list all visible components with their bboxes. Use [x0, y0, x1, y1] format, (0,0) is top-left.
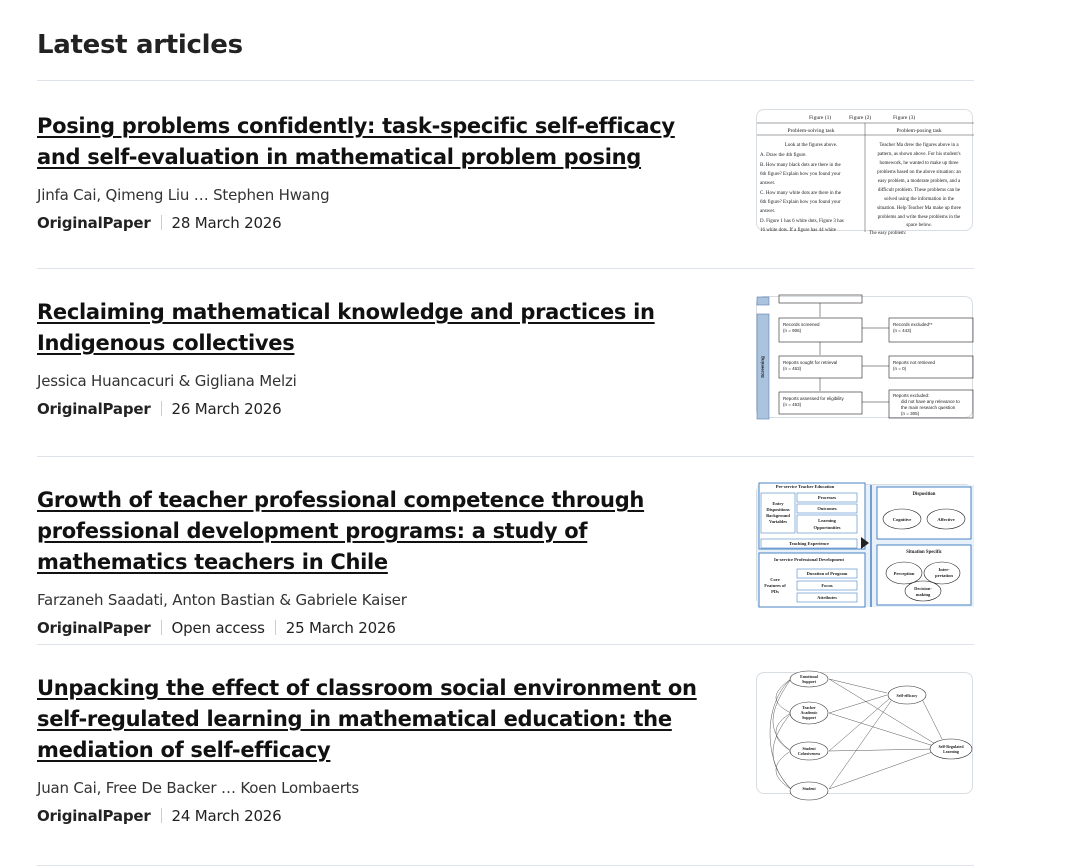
- thumb-label: Screening: [760, 356, 765, 378]
- article-thumbnail[interactable]: [756, 484, 973, 606]
- thumb-label: Situation Specific: [906, 550, 942, 555]
- thumb-label: problems and write these problems in the: [877, 215, 961, 220]
- meta-divider: [161, 808, 162, 823]
- thumb-label: the main research question: [901, 405, 956, 410]
- thumb-label: Records excluded**: [893, 322, 933, 327]
- thumb-label: making: [915, 592, 931, 597]
- thumb-label: A. Draw the 4th figure.: [760, 153, 807, 158]
- open-access-label: Open access: [171, 619, 265, 637]
- thumb-label: (n = 305): [901, 411, 920, 416]
- article-thumbnail[interactable]: [756, 672, 973, 794]
- thumb-label: Teaching Experience: [789, 541, 829, 546]
- article-date: 26 March 2026: [171, 400, 282, 418]
- thumb-label: Pre-service Teacher Education: [775, 484, 835, 489]
- article-authors: Farzaneh Saadati, Anton Bastian & Gabriele Kaiser: [37, 591, 407, 609]
- thumb-label: The easy problem:: [869, 231, 907, 236]
- thumb-label: Entry: [772, 501, 784, 506]
- thumb-label: Learning: [818, 518, 836, 523]
- meta-divider: [161, 401, 162, 416]
- article-type: OriginalPaper: [37, 400, 151, 418]
- thumb-label: homework, he wanted to make up three: [879, 161, 959, 166]
- article-title-link[interactable]: Growth of teacher professional competence through professional development programs: a study of mathematics teachers in Chile: [37, 488, 645, 574]
- thumb-label: Cognitive: [892, 517, 912, 522]
- article-authors: Jinfa Cai, Qimeng Liu … Stephen Hwang: [37, 186, 330, 204]
- article-meta: [37, 213, 707, 233]
- thumb-label: D. Figure 1 has 6 white dots, Figure 3 has: [760, 219, 844, 224]
- thumb-label: C. How many white dots are there in the: [760, 191, 841, 196]
- article-meta: [37, 399, 707, 419]
- thumb-label: 16 white dots. If a figure has 44 white: [760, 228, 836, 233]
- thumb-label: pretation: [935, 573, 953, 578]
- thumb-label: difficult problem. These problems can be: [877, 188, 961, 193]
- thumb-label: easy problem, a moderate problem, and a: [877, 179, 961, 184]
- thumb-label: Support: [801, 679, 817, 684]
- thumb-label: (n = 463): [783, 366, 802, 371]
- thumb-label: Cohesiveness: [797, 751, 821, 756]
- article-date: 28 March 2026: [171, 214, 282, 232]
- thumb-label: PDs: [771, 589, 779, 594]
- article-title: [37, 485, 707, 578]
- meta-divider: [161, 620, 162, 635]
- thumb-label: Outcomes: [817, 506, 837, 511]
- thumb-label: Dispositions: [766, 507, 790, 512]
- thumb-label: solved using the information in the: [884, 197, 954, 202]
- thumb-label: Look at the figures above.: [784, 143, 838, 148]
- article-title-link[interactable]: Posing problems confidently: task-specific self-efficacy and self-evaluation in mathematical problem posing: [37, 114, 675, 169]
- thumb-label: Problem-solving task: [787, 128, 835, 134]
- article-item: [37, 269, 974, 457]
- article-type: OriginalPaper: [37, 807, 151, 825]
- article-authors: Jessica Huancacuri & Gigliana Melzi: [37, 372, 297, 390]
- thumb-label: pattern, as shown above. For his student's: [877, 152, 961, 157]
- article-type: OriginalPaper: [37, 619, 151, 637]
- thumb-label: Student: [802, 786, 816, 791]
- article-date: 25 March 2026: [285, 619, 396, 637]
- thumb-label: did not have any relevance to: [901, 399, 960, 404]
- article-date: 24 March 2026: [171, 807, 282, 825]
- thumb-label: (n = 906): [783, 328, 802, 333]
- article-title-link[interactable]: Unpacking the effect of classroom social environment on self-regulated learning in mathematical education: the mediation of self-efficacy: [37, 676, 697, 762]
- section-title: Latest articles: [37, 0, 974, 81]
- thumb-label: Self-efficacy: [896, 693, 918, 698]
- thumb-label: situation. Help Teacher Ma make up three: [877, 206, 961, 211]
- thumb-label: problems based on the above situation: an: [877, 170, 961, 175]
- article-meta: [37, 618, 707, 638]
- thumb-label: Teacher Ma drew the figures above in a: [879, 143, 959, 148]
- thumb-label: Processes: [817, 495, 837, 500]
- thumb-label: Opportunities: [813, 525, 841, 530]
- thumb-label: Figure (1): [809, 115, 832, 121]
- meta-divider: [275, 620, 276, 635]
- article-item: [37, 645, 974, 866]
- thumb-label: Features of: [764, 583, 786, 588]
- thumb-label: Learning: [943, 749, 959, 754]
- thumb-label: Attributes: [817, 595, 837, 600]
- thumb-label: Reports assessed for eligibility: [783, 396, 844, 401]
- thumb-label: Perception: [893, 571, 915, 576]
- thumb-label: answer.: [760, 209, 776, 214]
- thumb-label: Duration of Program: [806, 571, 848, 576]
- article-authors: Juan Cai, Free De Backer … Koen Lombaerts: [37, 779, 359, 797]
- thumb-label: Support: [801, 715, 817, 720]
- thumb-label: Self-Regulated: [938, 744, 964, 749]
- article-meta: [37, 806, 707, 826]
- article-thumbnail[interactable]: [756, 109, 973, 236]
- thumb-label: (n = 463): [783, 402, 802, 407]
- article-thumbnail[interactable]: [756, 296, 973, 418]
- thumb-label: (n = 443): [893, 328, 912, 333]
- thumb-label: Reports excluded:: [893, 393, 930, 398]
- latest-articles-section: [37, 0, 974, 866]
- thumb-label: Student: [802, 746, 816, 751]
- article-item: [37, 81, 974, 269]
- meta-divider: [161, 215, 162, 230]
- thumb-label: Reports sought for retrieval: [783, 360, 838, 365]
- thumb-label: Variables: [768, 519, 788, 524]
- thumb-label: space below.: [906, 223, 932, 228]
- article-title: [37, 297, 707, 359]
- thumb-label: 6th figure? Explain how you found your: [760, 200, 841, 205]
- article-type: OriginalPaper: [37, 214, 151, 232]
- thumb-label: Background: [766, 513, 790, 518]
- thumb-label: Affective: [937, 517, 955, 522]
- thumb-label: Problem-posing task: [896, 128, 942, 134]
- thumb-label: Core: [770, 577, 780, 582]
- thumb-label: Focus: [821, 583, 833, 588]
- article-title-link[interactable]: Reclaiming mathematical knowledge and practices in Indigenous collectives: [37, 300, 655, 355]
- thumb-label: Disposition: [912, 492, 936, 497]
- thumb-label: Records screened: [783, 322, 820, 327]
- thumb-label: (n = 0): [893, 366, 907, 371]
- thumb-label: In-service Professional Development: [774, 557, 844, 562]
- thumb-label: B. How many black dots are there in the: [760, 163, 841, 168]
- thumb-label: Figure (3): [893, 115, 916, 121]
- thumb-label: Academic: [800, 710, 818, 715]
- thumb-label: 6th figure? Explain how you found your: [760, 172, 841, 177]
- thumb-label: Figure (2): [849, 115, 872, 121]
- thumb-label: Teacher: [802, 705, 816, 710]
- article-item: [37, 457, 974, 645]
- thumb-label: answer.: [760, 181, 776, 186]
- thumb-label: Inter-: [938, 567, 950, 572]
- article-title: [37, 111, 707, 173]
- article-title: [37, 673, 707, 766]
- thumb-label: Emotional: [800, 674, 818, 679]
- thumb-label: Decision-: [914, 586, 932, 591]
- thumb-label: Reports not retrieved: [893, 360, 936, 365]
